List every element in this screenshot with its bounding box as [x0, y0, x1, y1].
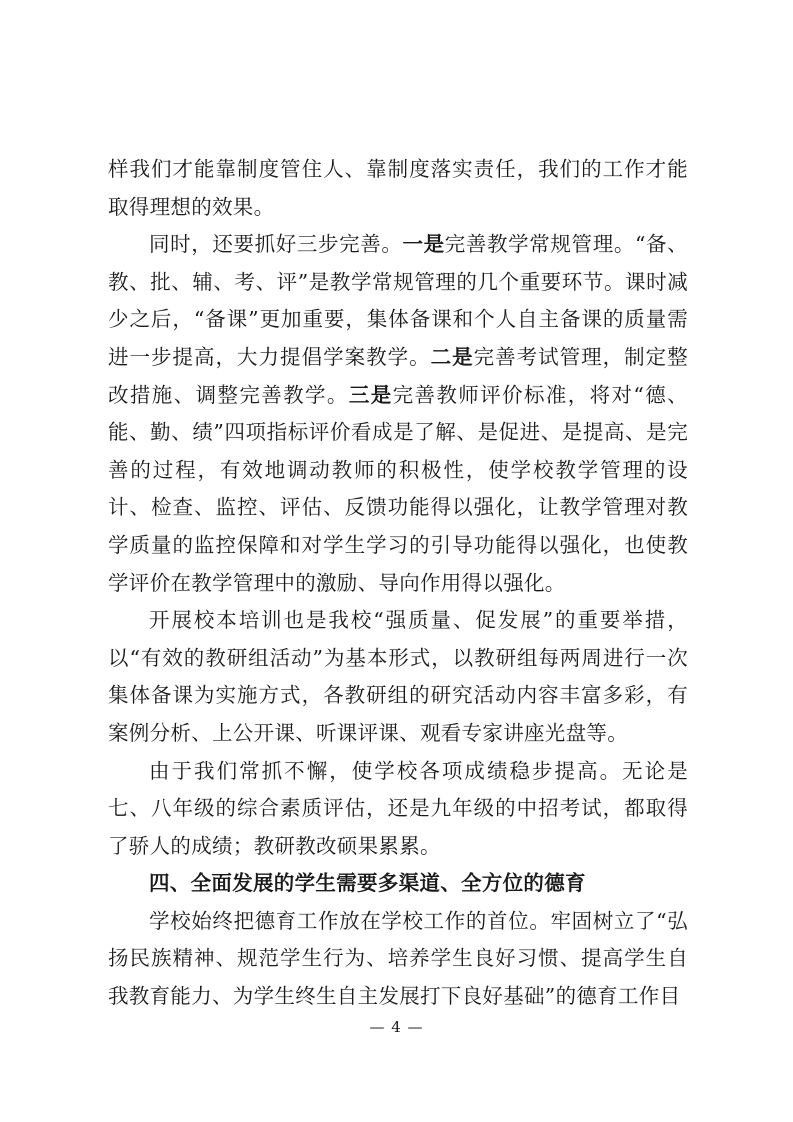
paragraph-results — [108, 753, 688, 866]
document-body — [108, 151, 688, 1016]
paragraph-text: 由于我们常抓不懈，使学校各项成绩稳步提高。无论是七、八年级的综合素质评估，还是九年级的中招考试，都取得了骄人的成绩；教研教改硕果累累。 — [108, 758, 688, 858]
paragraph-text: 开展校本培训也是我校“强质量、促发展”的重要举措，以“有效的教研组活动”为基本形式，以教研组每两周进行一次集体备课为实施方式，各教研组的研究活动内容丰富多彩，有案例分析、上公开课、听课评课、观看专家讲座光盘等。 — [108, 608, 688, 745]
emphasis-second: 二是 — [430, 344, 474, 369]
section-heading — [108, 865, 688, 903]
heading-text: 四、全面发展的学生需要多渠道、全方位的德育 — [149, 871, 586, 896]
emphasis-third: 三是 — [348, 382, 393, 407]
paragraph-text: 完善考试管理，制定整改措施、调整完善教学。 — [108, 344, 688, 407]
paragraph-text: 完善教师评价标准，将对“德、能、勤、绩”四项指标评价看成是了解、是促进、是提高、是完善的过程，有效地调动教师的积极性，使学校教学管理的设计、检查、监控、评估、反馈功能得以强化，让教学管理对教学质量的监控保障和对学生学习的引导功能得以强化，也使教学评价在教学管理中的激励、导向作用得以强化。 — [108, 382, 688, 595]
emphasis-first: 一是 — [402, 232, 445, 257]
paragraph-text: 样我们才能靠制度管住人、靠制度落实责任，我们的工作才能取得理想的效果。 — [108, 157, 688, 219]
paragraph-text: 完善教学常规管理。“备、教、批、辅、考、评”是教学常规管理的几个重要环节。课时减少之后，“备课”更加重要，集体备课和个人自主备课的质量需进一步提高，大力提倡学案教学。 — [108, 232, 688, 369]
paragraph-continuation — [108, 151, 688, 226]
page-number: — 4 — — [369, 1018, 424, 1036]
paragraph-school-training — [108, 602, 688, 752]
paragraph-text: 学校始终把德育工作放在学校工作的首位。牢固树立了“弘扬民族精神、规范学生行为、培养学生良好习惯、提高学生自我教育能力、为学生终生自主发展打下良好基础”的德育工作目 — [108, 908, 688, 1009]
paragraph-three-improvements — [108, 226, 688, 602]
paragraph-moral-education — [108, 903, 688, 1016]
paragraph-text: 同时，还要抓好三步完善。 — [149, 232, 403, 257]
